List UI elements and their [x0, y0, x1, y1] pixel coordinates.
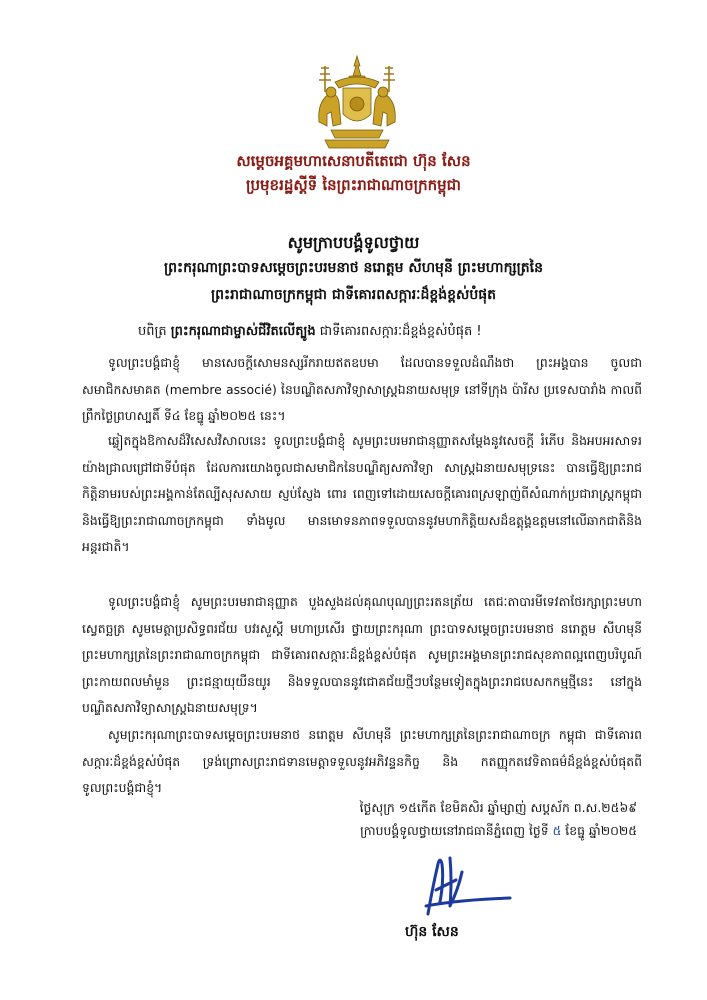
sender-title: ប្រមុខរដ្ឋស្តីទី នៃព្រះរាជាណាចក្រកម្ពុជា [246, 176, 461, 194]
lunar-date: ថ្ងៃសុក្រ ១៥កើត ខែមិគសិរ ឆ្នាំម្សាញ់ សប្តស័ក ព.ស.២៥៦៩ [359, 800, 637, 815]
handwritten-signature [398, 850, 518, 918]
recipient-honorific: ព្រះរាជាណាចក្រកម្ពុជា ជាទីគោរពសក្ការៈដ៏ខ្ពង់ខ្ពស់បំផុត [210, 287, 497, 303]
signer-name: ហ៊ុន សែន [405, 924, 459, 940]
salutation [138, 323, 482, 342]
place-prefix: ក្រាបបង្គំទូលថ្វាយនៅរាជធានីភ្នំពេញ ថ្ងៃទី [360, 823, 553, 838]
salutation-emphasis: ព្រះករុណាជាម្ចាស់ជីវិតលើត្បូង [170, 324, 316, 339]
recipient-name: ព្រះករុណាព្រះបាទសម្តេចព្រះបរមនាថ នរោត្តម សីហមុនី ព្រះមហាក្សត្រនៃ [163, 260, 544, 276]
place-and-date [360, 823, 637, 842]
date-month-year: ខែធ្នូ ឆ្នាំ២០២៥ [561, 823, 637, 838]
salutation-prefix: បពិត្រ [138, 324, 171, 339]
recipient-greeting: សូមក្រាបបង្គំទូលថ្វាយ [287, 233, 420, 252]
date-day: ៥ [552, 823, 562, 838]
body-paragraph: ឆ្លៀតក្នុងឱកាសដ៏វិសេសវិសាលនេះ ទូលព្រះបង្គំជាខ្ញុំ សូមព្រះបរមរាជានុញ្ញាតសម្តែងនូវសេចក្តី រំភើប និងអបអរសាទរយ៉ាងជ្រាលជ្រៅជាទីបំផុត ដែលការយោងចូលជាសមាជិកនៃបណ្ឌិត្យសភាវិទ្យា សាស្ត្រឯនាយសមុទ្រនេះ បានធ្វើឱ្យព្រះរាជកិត្តិនាមរបស់ព្រះអង្គកាន់តែល្បីសុសសាយ ស្ញប់ស្ញែង ពោរ ពេញទៅដោយសេចក្តីគោរពស្រឡាញ់ពីសំណាក់ប្រជារាស្ត្រកម្ពុជា និងធ្វើឱ្យព្រះរាជាណាចក្រកម្ពុជា ទាំងមូល មានមោទនភាពទទួលបាននូវមហាកិត្តិយសដ៏ឧត្តុង្គឧត្តមនៅលើឆាកជាតិនិងអន្តរជាតិ។ [82, 433, 642, 554]
body-paragraph: ទូលព្រះបង្គំជាខ្ញុំ មានសេចក្តីសោមនស្សរីករាយឥតឧបមា ដែលបានទទួលដំណឹងថា ព្រះអង្គបាន ចូលជាសមាជិកសមាគត (membre associé) នៃបណ្ឌិតសភាវិទ្យាសាស្ត្រឯនាយសមុទ្រ នៅទីក្រុង ប៉ារីស ប្រទេសបារាំង កាលពីព្រឹកថ្ងៃព្រហស្បតិ៍ ទី៤ ខែធ្នូ ឆ្នាំ២០២៥ នេះ។ [82, 355, 642, 423]
body-paragraph: ទូលព្រះបង្គំជាខ្ញុំ សូមព្រះបរមរាជានុញ្ញាត បួងសួងដល់គុណបុណ្យព្រះរតនត្រ័យ តេជៈតាបារមីទេវតាថែរក្សាព្រះមហាស្វេតច្ឆត្រ សូមមេត្តាប្រសិទ្ធពរជ័យ បវរសួស្តី មហាប្រសើរ ថ្វាយព្រះករុណា ព្រះបាទសម្តេចព្រះបរមនាថ នរោត្តម សីហមុនី ព្រះមហាក្សត្រនៃព្រះរាជាណាចក្រកម្ពុជា ជាទីគោរពសក្ការៈដ៏ខ្ពង់ខ្ពស់បំផុត សូមព្រះអង្គមានព្រះរាជសុខភាពល្អពេញបរិបូណ៍ ព្រះកាយពលមាំមួន ព្រះជន្មាយុយឺនយូរ និងទទួលបាននូវជោគជ័យថ្មីៗបន្ថែមទៀតក្នុងព្រះរាជបេសកកម្មថ្មីនេះ នៅក្នុងបណ្ឌិតសភាវិទ្យាសាស្ត្រឯនាយសមុទ្រ។ [82, 594, 642, 715]
royal-coat-of-arms-icon [311, 52, 403, 152]
salutation-suffix: ជាទីគោរពសក្ការៈដ៏ខ្ពង់ខ្ពស់បំផុត ! [315, 324, 482, 339]
body-paragraph: សូមព្រះករុណាព្រះបាទសម្តេចព្រះបរមនាថ នរោត្តម សីហមុនី ព្រះមហាក្សត្រនៃព្រះរាជាណាចក្រ កម្ពុជា ជាទីគោរពសក្ការៈដ៏ខ្ពង់ខ្ពស់បំផុត ទ្រង់ព្រោសព្រះរាជទានមេត្តាទទួលនូវអភិវន្ទនកិច្ច និង កតញ្ញុកតវេទិតាធម៌ដ៏ខ្ពង់ខ្ពស់បំផុតពីទូលព្រះបង្គំជាខ្ញុំ។ [82, 727, 642, 795]
sender-name: សម្តេចអគ្គមហាសេនាបតីតេជោ ហ៊ុន សែន [236, 152, 471, 170]
